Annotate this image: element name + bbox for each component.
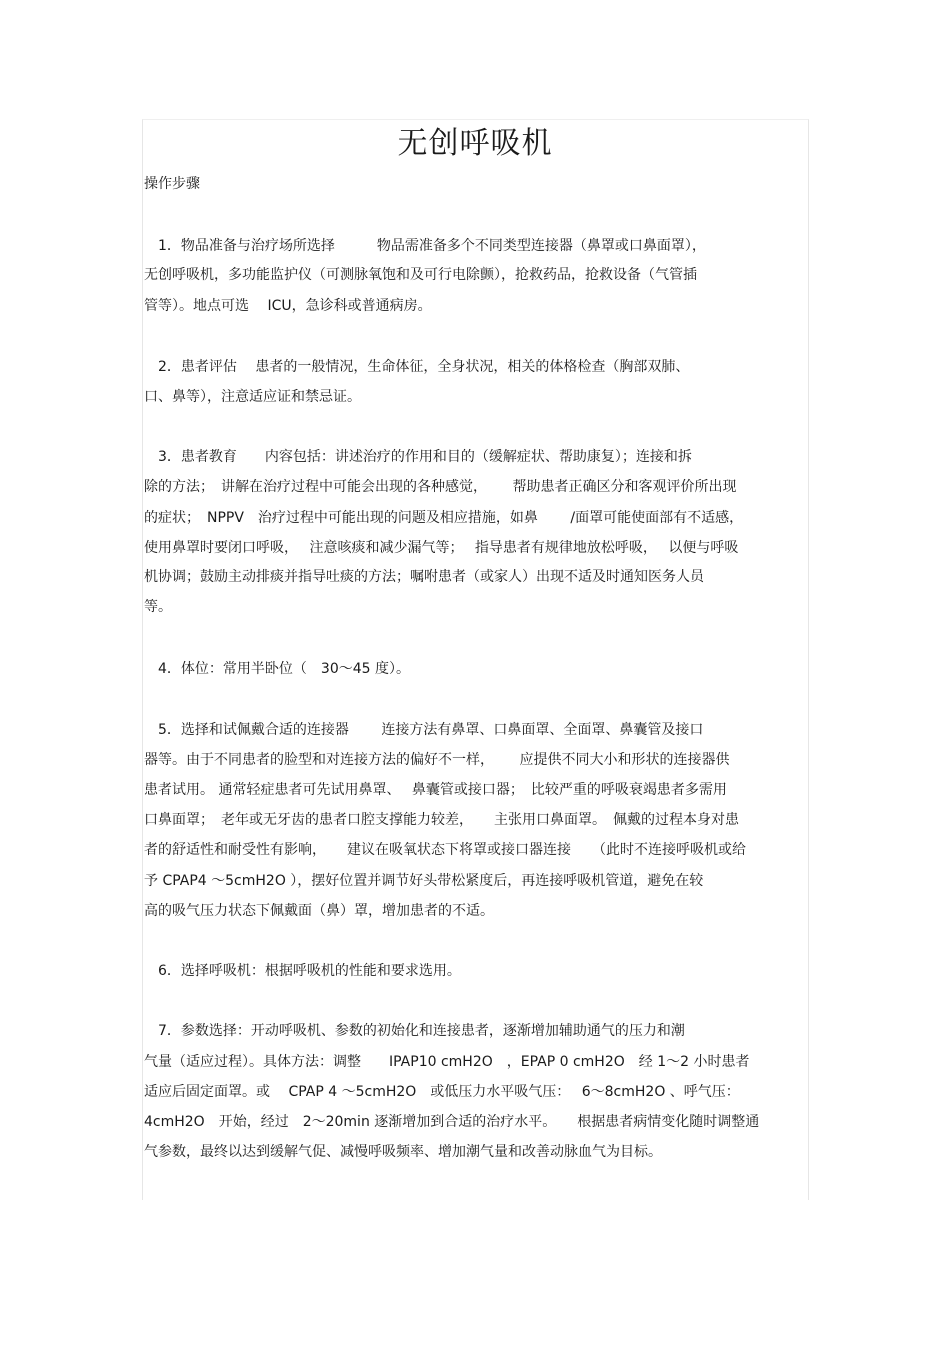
paragraph-line: 者的舒适性和耐受性有影响， 建议在吸氧状态下将罩或接口器连接 （此时不连接呼吸机或给 — [144, 842, 746, 858]
paragraph-line: 除的方法； 讲解在治疗过程中可能会出现的各种感觉， 帮助患者正确区分和客观评价所出现 — [144, 479, 737, 495]
paragraph-line: 予 CPAP4 ～5cmH2O ），摆好位置并调节好头带松紧度后，再连接呼吸机管道，避免在较 — [144, 873, 704, 889]
paragraph-line: 口鼻面罩； 老年或无牙齿的患者口腔支撑能力较差， 主张用口鼻面罩。 佩戴的过程本身对患 — [144, 812, 739, 828]
paragraph-line: 适应后固定面罩。或 CPAP 4 ～5cmH2O 或低压力水平吸气压： 6～8cmH2O 、呼气压： — [144, 1084, 740, 1100]
paragraph-line: 患者试用。 通常轻症患者可先试用鼻罩、 鼻囊管或接口器； 比较严重的呼吸衰竭患者多需用 — [144, 782, 727, 798]
paragraph-line: 机协调；鼓励主动排痰并指导吐痰的方法；嘱咐患者（或家人）出现不适及时通知医务人员 — [144, 569, 704, 585]
paragraph-line: 等。 — [144, 599, 172, 615]
document-title: 无创呼吸机 — [397, 126, 553, 161]
paragraph-line: 气参数，最终以达到缓解气促、减慢呼吸频率、增加潮气量和改善动脉血气为目标。 — [144, 1144, 662, 1160]
section-heading: 操作步骤 — [144, 176, 200, 192]
paragraph-line: 管等）。地点可选 ICU，急诊科或普通病房。 — [144, 298, 432, 314]
paragraph-line: 无创呼吸机，多功能监护仪（可测脉氧饱和及可行电除颤），抢救药品，抢救设备（气管插 — [144, 267, 697, 283]
paragraph-line: 口、鼻等），注意适应证和禁忌证。 — [144, 389, 361, 405]
paragraph-line: 使用鼻罩时要闭口呼吸， 注意咳痰和减少漏气等； 指导患者有规律地放松呼吸， 以便与呼吸 — [144, 540, 739, 556]
paragraph-line: 气量（适应过程）。具体方法：调整 IPAP10 cmH2O ，EPAP 0 cmH2O 经 1～2 小时患者 — [144, 1054, 750, 1070]
paragraph-line: 5．选择和试佩戴合适的连接器 连接方法有鼻罩、口鼻面罩、全面罩、鼻囊管及接口 — [144, 722, 704, 738]
paragraph-line: 2．患者评估 患者的一般情况，生命体征，全身状况，相关的体格检查（胸部双肺、 — [144, 359, 690, 375]
paragraph-line: 6．选择呼吸机：根据呼吸机的性能和要求选用。 — [144, 963, 461, 979]
paragraph-line: 1．物品准备与治疗场所选择 物品需准备多个不同类型连接器（鼻罩或口鼻面罩）， — [144, 238, 706, 254]
paragraph-line: 4cmH2O 开始，经过 2～20min 逐渐增加到合适的治疗水平。 根据患者病情变化随时调整通 — [144, 1114, 760, 1130]
paragraph-line: 3．患者教育 内容包括：讲述治疗的作用和目的（缓解症状、帮助康复）；连接和拆 — [144, 449, 692, 465]
paragraph-line: 高的吸气压力状态下佩戴面（鼻）罩，增加患者的不适。 — [144, 903, 494, 919]
paragraph-line: 7．参数选择：开动呼吸机、参数的初始化和连接患者，逐渐增加辅助通气的压力和潮 — [144, 1023, 685, 1039]
paragraph-line: 器等。由于不同患者的脸型和对连接方法的偏好不一样， 应提供不同大小和形状的连接器供 — [144, 752, 730, 768]
paragraph-line: 4．体位：常用半卧位（ 30～45 度）。 — [144, 661, 410, 677]
paragraph-line: 的症状； NPPV 治疗过程中可能出现的问题及相应措施，如鼻 /面罩可能使面部有不适感， — [144, 510, 744, 526]
